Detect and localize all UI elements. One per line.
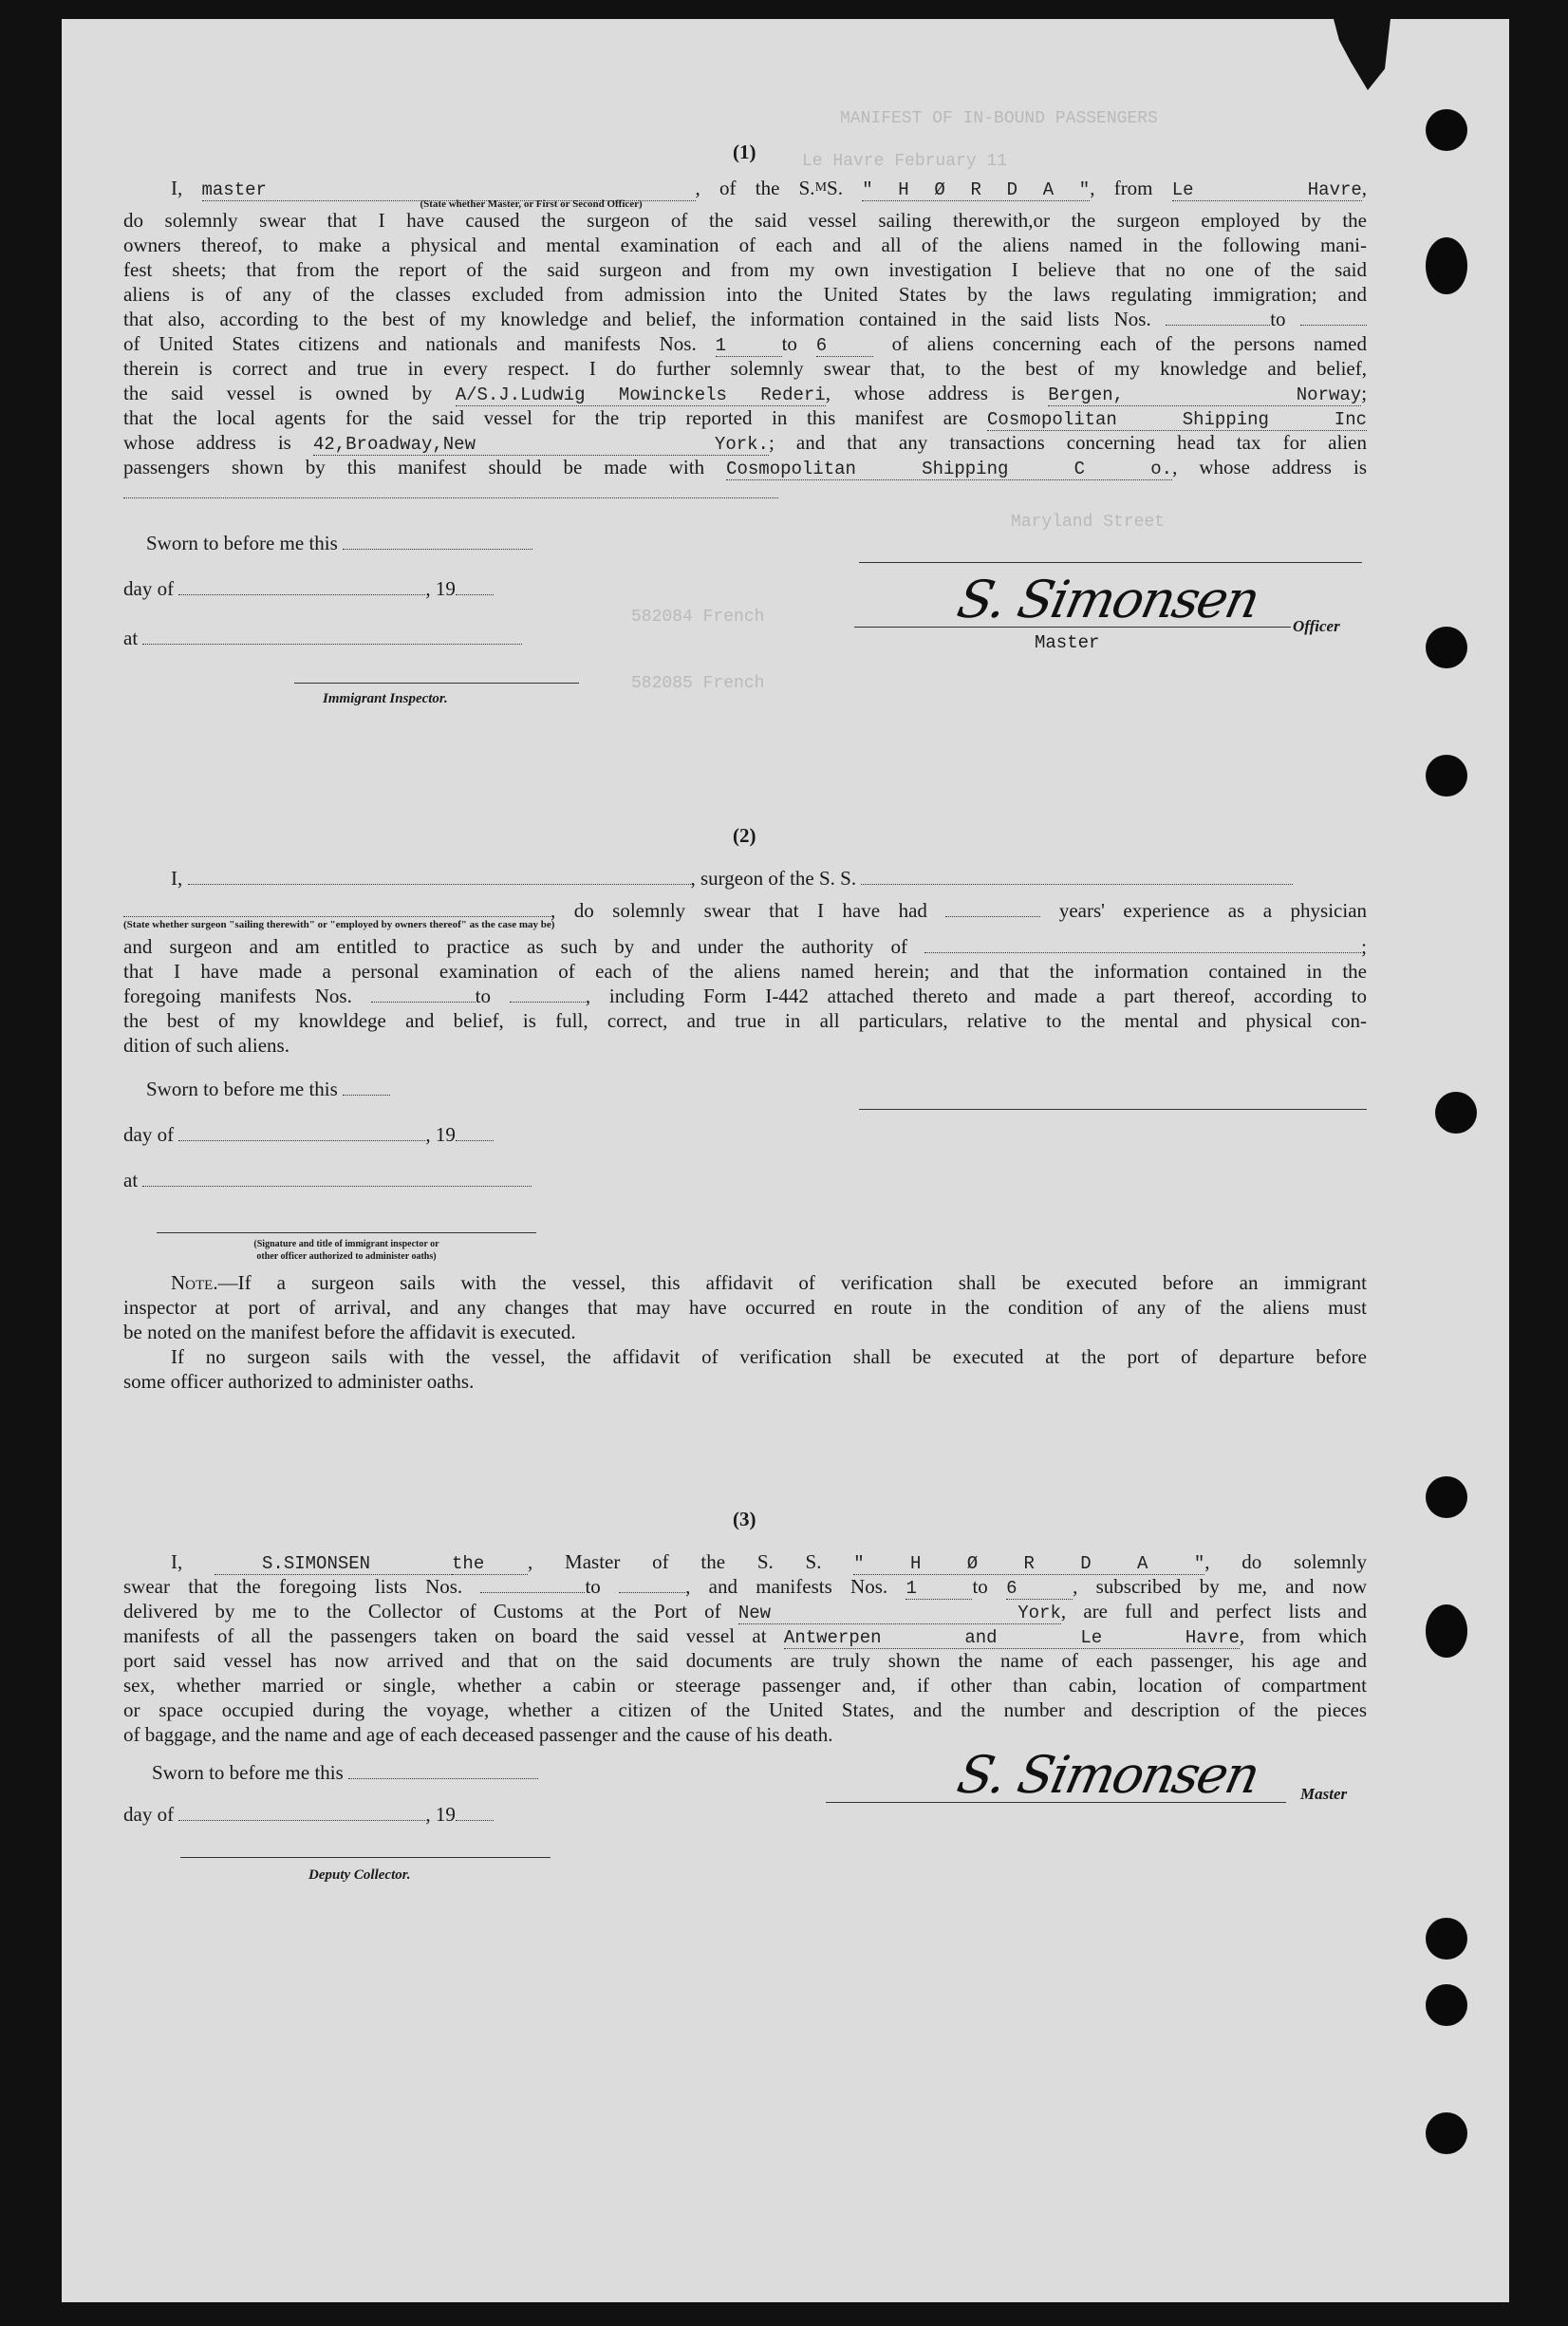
line: I, master (State whether Master, or First or Second Officer) , of the S.$^M$S. " H Ø R D A ", from Le Havre, bbox=[171, 177, 1368, 210]
text: , of the S. bbox=[695, 177, 815, 199]
year-field[interactable] bbox=[456, 1123, 494, 1141]
binder-hole bbox=[1426, 1476, 1467, 1518]
line: day of , 19 bbox=[123, 576, 494, 601]
text: , subscribed by me, and now bbox=[1073, 1575, 1367, 1598]
text: whose address is bbox=[123, 431, 291, 454]
line: that I have made a personal examination of each of the aliens named herein; and that the information contained in the bbox=[123, 960, 1367, 983]
text: , whose address is bbox=[1172, 456, 1367, 478]
line bbox=[123, 331, 1367, 356]
text: , are full and perfect lists and bbox=[1060, 1600, 1367, 1623]
line: or space occupied during the voyage, whether a citizen of the United States, and the number and description of the pieces bbox=[123, 1698, 1367, 1721]
line bbox=[146, 1077, 390, 1101]
text: Sworn to before me this bbox=[146, 532, 338, 554]
head-tax-address-field[interactable] bbox=[123, 480, 778, 498]
text: , including Form I-442 attached thereto and made a part thereof, according to bbox=[585, 985, 1367, 1007]
note-line: some officer authorized to administer oaths. bbox=[123, 1370, 475, 1393]
section-number: (2) bbox=[733, 824, 756, 847]
manifests-from-field[interactable]: 1 bbox=[905, 1578, 972, 1600]
line bbox=[123, 1168, 532, 1192]
text: to bbox=[1270, 308, 1286, 330]
article-field[interactable]: the bbox=[452, 1553, 528, 1575]
section-number: (1) bbox=[733, 141, 756, 163]
section-1-affidavit bbox=[123, 176, 1367, 713]
binder-hole bbox=[1435, 1092, 1477, 1134]
line bbox=[123, 1574, 1367, 1599]
officer-signature: S. Simonsen bbox=[952, 570, 1264, 629]
day-month-field[interactable] bbox=[178, 1123, 425, 1141]
bleed-through-text: 582085 French bbox=[631, 674, 765, 693]
from-port-field[interactable]: Le Havre bbox=[1171, 179, 1362, 200]
line bbox=[123, 455, 1367, 479]
master-title: Master bbox=[1035, 632, 1100, 653]
line bbox=[123, 1599, 1367, 1623]
line: of baggage, and the name and age of each deceased passenger and the cause of his death. bbox=[123, 1723, 833, 1746]
section-number: (3) bbox=[733, 1508, 756, 1530]
binder-hole bbox=[1426, 109, 1467, 151]
owner-field[interactable]: A/S.J.Ludwig Mowinckels Rederi bbox=[455, 385, 826, 405]
text: (Signature and title of immigrant inspector or bbox=[253, 1239, 439, 1249]
collector-label: Deputy Collector. bbox=[308, 1867, 411, 1883]
note-line bbox=[123, 1344, 1367, 1369]
binder-hole bbox=[1426, 2112, 1467, 2154]
bleed-through-text: MANIFEST OF IN-BOUND PASSENGERS bbox=[840, 109, 1158, 128]
line: owners thereof, to make a physical and mental examination of each and all of the aliens named in the following mani- bbox=[123, 234, 1367, 256]
text: at bbox=[123, 1169, 139, 1191]
text: , from bbox=[1090, 177, 1153, 199]
manifests-to-field[interactable]: 6 bbox=[1006, 1578, 1073, 1600]
text: ; bbox=[1361, 935, 1368, 958]
line: fest sheets; that from the report of the said surgeon and from my own investigation I believe that no one of the said bbox=[123, 258, 1367, 281]
lists-from-field[interactable] bbox=[480, 1575, 585, 1593]
officer-signature-line bbox=[854, 627, 1291, 628]
line bbox=[123, 479, 1367, 504]
line: do solemnly swear that I have caused the surgeon of the said vessel sailing therewith,or the surgeon employed by the bbox=[123, 209, 1367, 232]
text: ; and that any transactions concerning head tax for alien bbox=[768, 431, 1367, 454]
lists-to-field[interactable] bbox=[1300, 308, 1367, 326]
text: day of bbox=[123, 577, 175, 600]
line: port said vessel has now arrived and that on the said documents are truly shown the name of each passenger, his age and bbox=[123, 1649, 1367, 1672]
text: , and manifests Nos. bbox=[685, 1575, 888, 1598]
text: , whose address is bbox=[825, 382, 1025, 404]
text: and surgeon and am entitled to practice as such by and under the authority of bbox=[123, 935, 908, 958]
bleed-through-text: 582084 French bbox=[631, 608, 765, 627]
ports-boarded-field[interactable]: Antwerpen and Le Havre bbox=[783, 1627, 1240, 1648]
text: , Master of the S. S. bbox=[528, 1550, 822, 1573]
binder-hole bbox=[1426, 1604, 1467, 1658]
bleed-through-text: Le Havre February 11 bbox=[802, 152, 1008, 171]
text: Sworn to before me this bbox=[146, 1078, 338, 1100]
text: Sworn to before me this bbox=[152, 1761, 344, 1784]
binder-hole bbox=[1426, 627, 1467, 668]
text: of aliens concerning each of the persons named bbox=[891, 332, 1367, 355]
master-name-field[interactable]: S.SIMONSEN bbox=[215, 1553, 452, 1575]
text: If no surgeon sails with the vessel, the affidavit of verification shall be executed at the port of departure before bbox=[171, 1345, 1367, 1368]
officer-signature-line bbox=[157, 1232, 536, 1233]
text: S. bbox=[827, 177, 843, 199]
binder-hole bbox=[1426, 1918, 1467, 1960]
manifests-from-field[interactable] bbox=[371, 985, 476, 1003]
officer-caption bbox=[185, 1238, 508, 1263]
text: passengers shown by this manifest should be made with bbox=[123, 456, 705, 478]
text: that the local agents for the said vessel for the trip reported in this manifest are bbox=[123, 406, 968, 429]
sworn-date-field[interactable] bbox=[343, 532, 532, 550]
authority-field[interactable] bbox=[924, 935, 1361, 953]
text: ; bbox=[1361, 382, 1368, 404]
surgeon-signature-line bbox=[859, 1109, 1367, 1110]
master-label: Master bbox=[1300, 1785, 1348, 1803]
section-2-affidavit bbox=[123, 866, 1367, 1394]
line bbox=[123, 866, 1367, 898]
note-line: be noted on the manifest before the affidavit is executed. bbox=[123, 1321, 576, 1343]
text: 19 bbox=[435, 577, 456, 600]
owner-address-field[interactable]: Bergen, Norway bbox=[1048, 385, 1362, 405]
section-2-oath bbox=[123, 1077, 1367, 1266]
port-field[interactable]: New York bbox=[737, 1603, 1061, 1623]
text: —If a surgeon sails with the vessel, this affidavit of verification shall be executed before an immigrant bbox=[217, 1271, 1367, 1294]
note-line bbox=[123, 1270, 1367, 1295]
note-label: Note. bbox=[171, 1271, 218, 1294]
year-field[interactable] bbox=[456, 577, 494, 595]
text: manifests of all the passengers taken on board the said vessel at bbox=[123, 1624, 767, 1647]
agents-field[interactable]: Cosmopolitan Shipping Inc bbox=[987, 409, 1368, 430]
text: I, bbox=[171, 177, 183, 199]
day-month-field[interactable] bbox=[178, 577, 425, 595]
binder-hole bbox=[1426, 237, 1467, 294]
line bbox=[123, 934, 1367, 959]
master-signature-line bbox=[826, 1802, 1286, 1803]
surgeon-caption: (State whether surgeon "sailing therewith" or "employed by owners thereof" as the case may be) bbox=[123, 919, 555, 930]
manifests-to-field[interactable] bbox=[510, 985, 586, 1003]
rank-caption: (State whether Master, or First or Second Officer) bbox=[420, 198, 643, 210]
line: day of , 19 bbox=[123, 1802, 494, 1827]
collector-signature-line bbox=[180, 1857, 551, 1858]
text: other officer authorized to administer oaths) bbox=[256, 1251, 437, 1262]
text: delivered by me to the Collector of Customs at the Port of bbox=[123, 1600, 721, 1623]
line bbox=[123, 430, 1367, 455]
bleed-through-text: Maryland Street bbox=[1011, 513, 1166, 532]
line bbox=[123, 898, 1367, 934]
text: I, bbox=[171, 1550, 183, 1573]
line: therein is correct and true in every respect. I do further solemnly swear that, to the best of my knowledge and belief, bbox=[123, 357, 1367, 380]
aliens-to-field[interactable]: 6 bbox=[816, 335, 873, 357]
text: swear that the foregoing lists Nos. bbox=[123, 1575, 463, 1598]
text: that also, according to the best of my knowledge and belief, the information contained in the said lists Nos. bbox=[123, 308, 1151, 330]
surgeon-name-field[interactable] bbox=[188, 867, 691, 885]
line bbox=[123, 626, 522, 650]
text: , do solemnly bbox=[1204, 1550, 1368, 1573]
inspector-signature-line bbox=[294, 683, 579, 684]
line bbox=[123, 381, 1367, 405]
sworn-date-field[interactable] bbox=[343, 1078, 390, 1096]
surgeon-status-field[interactable] bbox=[123, 899, 551, 917]
text: to bbox=[585, 1575, 601, 1598]
text: day of bbox=[123, 1123, 175, 1146]
vessel-prefix: M bbox=[814, 180, 828, 195]
text: , surgeon of the S. S. bbox=[690, 867, 857, 890]
lists-from-field[interactable] bbox=[1166, 308, 1270, 326]
officer-rank-field[interactable]: master bbox=[202, 179, 696, 201]
text: day of bbox=[123, 1803, 175, 1826]
text: of United States citizens and nationals and manifests Nos. bbox=[123, 332, 697, 355]
text: 19 bbox=[435, 1123, 456, 1146]
text: foregoing manifests Nos. bbox=[123, 985, 352, 1007]
master-signature: S. Simonsen bbox=[952, 1745, 1264, 1805]
line bbox=[123, 307, 1367, 331]
binder-hole bbox=[1426, 1984, 1467, 2026]
text: 19 bbox=[435, 1803, 456, 1826]
surgeon-vessel-field[interactable] bbox=[861, 867, 1293, 885]
section-3-affidavit bbox=[123, 1549, 1367, 1903]
agents-address-field[interactable]: 42,Broadway,New York. bbox=[312, 434, 769, 455]
note-line: inspector at port of arrival, and any changes that may have occurred en route in the condition of any of the aliens must bbox=[123, 1296, 1367, 1319]
text: to bbox=[475, 985, 491, 1007]
years-field[interactable] bbox=[945, 899, 1040, 917]
day-month-field[interactable] bbox=[178, 1803, 425, 1821]
line: aliens is of any of the classes excluded from admission into the United States by the laws regulating immigration; and bbox=[123, 283, 1367, 306]
aliens-from-field[interactable]: 1 bbox=[716, 335, 782, 357]
text: at bbox=[123, 627, 139, 649]
line: day of , 19 bbox=[123, 1122, 494, 1147]
text: years' experience as a physician bbox=[1058, 899, 1368, 922]
line bbox=[146, 531, 532, 555]
binder-hole bbox=[1426, 755, 1467, 797]
officer-label: Officer bbox=[1293, 617, 1340, 635]
text: the said vessel is owned by bbox=[123, 382, 433, 404]
text: , do solemnly swear that I have had bbox=[551, 899, 927, 922]
lists-to-field[interactable] bbox=[619, 1575, 685, 1593]
vessel-name-field[interactable]: " H Ø R D A " bbox=[853, 1553, 1205, 1574]
sworn-date-field[interactable] bbox=[348, 1761, 538, 1779]
at-place-field[interactable] bbox=[142, 1169, 532, 1187]
line: sex, whether married or single, whether a cabin or steerage passenger and, if other than cabin, location of compartment bbox=[123, 1674, 1367, 1697]
line bbox=[123, 405, 1367, 430]
vessel-name-field[interactable]: " H Ø R D A " bbox=[862, 179, 1091, 200]
line bbox=[123, 1549, 1367, 1574]
line bbox=[123, 1623, 1367, 1648]
line: dition of such aliens. bbox=[123, 1034, 289, 1057]
text: , from which bbox=[1239, 1624, 1367, 1647]
inspector-label: Immigrant Inspector. bbox=[323, 691, 448, 706]
head-tax-agent-field[interactable]: Cosmopolitan Shipping C o. bbox=[726, 459, 1173, 479]
text: to bbox=[781, 332, 797, 355]
year-field[interactable] bbox=[456, 1803, 494, 1821]
signature-line bbox=[859, 562, 1362, 563]
at-place-field[interactable] bbox=[142, 627, 522, 645]
text: I, bbox=[171, 867, 183, 890]
text: to bbox=[972, 1575, 988, 1598]
line bbox=[152, 1760, 538, 1785]
line bbox=[123, 984, 1367, 1008]
line: the best of my knowldege and belief, is full, correct, and true in all particulars, relative to the mental and physical con- bbox=[123, 1009, 1367, 1032]
